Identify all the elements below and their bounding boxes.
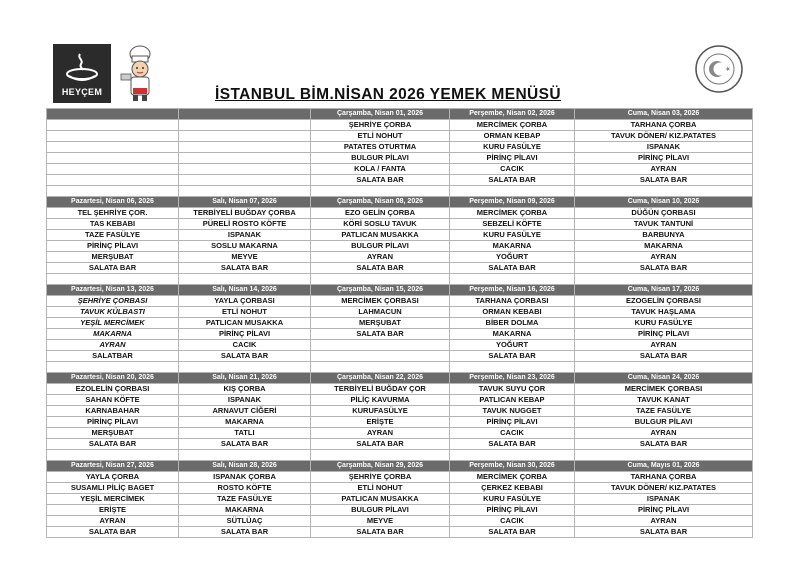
menu-item: TAVUK SUYU ÇOR	[450, 384, 575, 395]
menu-item	[179, 164, 311, 175]
menu-item: TAVUK NUGGET	[450, 406, 575, 417]
menu-row	[47, 494, 753, 505]
menu-item: SALATA BAR	[311, 527, 450, 538]
menu-row	[47, 384, 753, 395]
menu-item: KÖRİ SOSLU TAVUK	[311, 219, 450, 230]
menu-item: YOĞURT	[450, 340, 575, 351]
menu-item	[47, 142, 179, 153]
menu-item: MAKARNA	[47, 329, 179, 340]
week-header-row	[47, 373, 753, 384]
menu-item: PATLICAN MUSAKKA	[311, 230, 450, 241]
menu-item: YOĞURT	[450, 252, 575, 263]
day-header: Perşembe, Nisan 30, 2026	[450, 461, 575, 472]
menu-item: ORMAN KEBABI	[450, 307, 575, 318]
menu-item: SAHAN KÖFTE	[47, 395, 179, 406]
empty-cell	[450, 186, 575, 197]
menu-item: PİRİNÇ PİLAVI	[575, 329, 753, 340]
menu-item: ISPANAK	[179, 230, 311, 241]
menu-item: EZO GELİN ÇORBA	[311, 208, 450, 219]
menu-item: MEYVE	[311, 516, 450, 527]
day-header: Salı, Nisan 07, 2026	[179, 197, 311, 208]
menu-item: MERCİMEK ÇORBA	[450, 208, 575, 219]
menu-item: ŞEHRİYE ÇORBA	[311, 472, 450, 483]
menu-item	[47, 164, 179, 175]
day-header: Çarşamba, Nisan 22, 2026	[311, 373, 450, 384]
menu-item: SALATA BAR	[47, 439, 179, 450]
menu-item: KURU FASÜLYE	[450, 494, 575, 505]
menu-item: ISPANAK	[575, 494, 753, 505]
menu-item: MERCİMEK ÇORBA	[450, 120, 575, 131]
menu-item: MAKARNA	[575, 241, 753, 252]
menu-item: SÜTLÜAÇ	[179, 516, 311, 527]
menu-item: LAHMACUN	[311, 307, 450, 318]
menu-item	[311, 340, 450, 351]
empty-cell	[575, 362, 753, 373]
menu-item: SUSAMLI PİLİÇ BAGET	[47, 483, 179, 494]
menu-item: ÇERKEZ KEBABI	[450, 483, 575, 494]
spacer-row	[47, 362, 753, 373]
menu-row	[47, 219, 753, 230]
menu-item: TERBİYELİ BUĞDAY ÇORBA	[179, 208, 311, 219]
menu-item: BİBER DOLMA	[450, 318, 575, 329]
menu-item: EZOGELİN ÇORBASI	[575, 296, 753, 307]
menu-item	[179, 175, 311, 186]
menu-table	[46, 108, 753, 538]
menu-item: BULGUR PİLAVI	[311, 153, 450, 164]
day-header: Çarşamba, Nisan 15, 2026	[311, 285, 450, 296]
menu-row	[47, 428, 753, 439]
menu-row	[47, 208, 753, 219]
menu-item: SALATA BAR	[450, 527, 575, 538]
menu-item: AYRAN	[575, 252, 753, 263]
menu-item: PİRİNÇ PİLAVI	[47, 417, 179, 428]
day-header: Perşembe, Nisan 02, 2026	[450, 109, 575, 120]
menu-row	[47, 340, 753, 351]
menu-item: ETLİ NOHUT	[311, 131, 450, 142]
menu-item: SALATA BAR	[575, 263, 753, 274]
empty-cell	[575, 450, 753, 461]
menu-item: PİRİNÇ PİLAVI	[575, 153, 753, 164]
menu-item: PATLICAN KEBAP	[450, 395, 575, 406]
menu-item: ERİŞTE	[47, 505, 179, 516]
menu-item: ERİŞTE	[311, 417, 450, 428]
menu-item: AYRAN	[311, 252, 450, 263]
menu-item: MAKARNA	[179, 417, 311, 428]
menu-item: DÜĞÜN ÇORBASI	[575, 208, 753, 219]
menu-item: KARNABAHAR	[47, 406, 179, 417]
menu-item: TAVUK KÜLBASTI	[47, 307, 179, 318]
day-header: Perşembe, Nisan 23, 2026	[450, 373, 575, 384]
menu-item: TATLI	[179, 428, 311, 439]
menu-item: TAZE FASÜLYE	[47, 230, 179, 241]
menu-item	[179, 131, 311, 142]
menu-item: TAVUK DÖNER/ KIZ.PATATES	[575, 131, 753, 142]
menu-item: ŞEHRİYE ÇORBA	[311, 120, 450, 131]
week-header-row	[47, 197, 753, 208]
menu-item: YAYLA ÇORBA	[47, 472, 179, 483]
day-header: Cuma, Nisan 10, 2026	[575, 197, 753, 208]
day-header: Cuma, Mayıs 01, 2026	[575, 461, 753, 472]
menu-item: BULGUR PİLAVI	[575, 417, 753, 428]
menu-item	[179, 153, 311, 164]
day-header: Perşembe, Nisan 16, 2026	[450, 285, 575, 296]
empty-cell	[450, 362, 575, 373]
menu-item: SALATA BAR	[47, 527, 179, 538]
menu-row	[47, 164, 753, 175]
menu-row	[47, 263, 753, 274]
empty-cell	[179, 362, 311, 373]
empty-cell	[311, 274, 450, 285]
menu-item: MAKARNA	[450, 329, 575, 340]
heycem-logo	[53, 44, 111, 103]
spacer-row	[47, 186, 753, 197]
menu-item: SALATA BAR	[575, 175, 753, 186]
menu-item: AYRAN	[575, 428, 753, 439]
menu-item: TAVUK TANTUNİ	[575, 219, 753, 230]
menu-item	[47, 153, 179, 164]
menu-item: ROSTO KÖFTE	[179, 483, 311, 494]
menu-item: CACIK	[450, 164, 575, 175]
menu-row	[47, 120, 753, 131]
menu-item: SALATA BAR	[179, 351, 311, 362]
day-header: Pazartesi, Nisan 27, 2026	[47, 461, 179, 472]
menu-item: KURUFASÜLYE	[311, 406, 450, 417]
menu-item: AYRAN	[47, 340, 179, 351]
empty-cell	[47, 274, 179, 285]
menu-item: PİRİNÇ PİLAVI	[47, 241, 179, 252]
menu-item: CACIK	[450, 428, 575, 439]
empty-cell	[179, 450, 311, 461]
menu-item: TARHANA ÇORBA	[575, 472, 753, 483]
menu-item: PİRİNÇ PİLAVI	[179, 329, 311, 340]
menu-item: ISPANAK ÇORBA	[179, 472, 311, 483]
menu-item: TARHANA ÇORBA	[575, 120, 753, 131]
menu-item: TERBİYELİ BUĞDAY ÇOR	[311, 384, 450, 395]
menu-row	[47, 296, 753, 307]
menu-item: MAKARNA	[179, 505, 311, 516]
menu-item: EZOLELİN ÇORBASI	[47, 384, 179, 395]
menu-item	[179, 142, 311, 153]
day-header: Salı, Nisan 28, 2026	[179, 461, 311, 472]
menu-item: PÜRELİ ROSTO KÖFTE	[179, 219, 311, 230]
day-header	[47, 109, 179, 120]
menu-row	[47, 483, 753, 494]
empty-cell	[179, 274, 311, 285]
menu-row	[47, 175, 753, 186]
empty-cell	[575, 274, 753, 285]
menu-row	[47, 417, 753, 428]
menu-item: AYRAN	[575, 340, 753, 351]
day-header: Pazartesi, Nisan 06, 2026	[47, 197, 179, 208]
menu-item	[179, 120, 311, 131]
menu-item: BULGUR PİLAVI	[311, 505, 450, 516]
menu-item: YAYLA ÇORBASI	[179, 296, 311, 307]
menu-item: SALATA BAR	[450, 263, 575, 274]
empty-cell	[450, 274, 575, 285]
menu-item: YEŞİL MERCİMEK	[47, 494, 179, 505]
menu-item	[47, 131, 179, 142]
menu-row	[47, 516, 753, 527]
menu-item: BULGUR PİLAVI	[311, 241, 450, 252]
menu-item: TAZE FASÜLYE	[575, 406, 753, 417]
empty-cell	[47, 186, 179, 197]
menu-item: MAKARNA	[450, 241, 575, 252]
menu-item	[311, 351, 450, 362]
menu-item: MERCİMEK ÇORBASI	[311, 296, 450, 307]
empty-cell	[311, 362, 450, 373]
menu-item: TAVUK KANAT	[575, 395, 753, 406]
day-header: Çarşamba, Nisan 29, 2026	[311, 461, 450, 472]
menu-item: PATLICAN MUSAKKA	[179, 318, 311, 329]
menu-item: PİRİNÇ PİLAVI	[450, 417, 575, 428]
menu-item: TAVUK DÖNER/ KIZ.PATATES	[575, 483, 753, 494]
menu-item: SALATA BAR	[575, 527, 753, 538]
empty-cell	[311, 186, 450, 197]
menu-item: AYRAN	[47, 516, 179, 527]
menu-item: MEYVE	[179, 252, 311, 263]
menu-item: SALATA BAR	[575, 351, 753, 362]
menu-item: SALATA BAR	[450, 175, 575, 186]
menu-item: TAZE FASÜLYE	[179, 494, 311, 505]
spacer-row	[47, 274, 753, 285]
menu-item: ORMAN KEBAP	[450, 131, 575, 142]
menu-row	[47, 472, 753, 483]
page-title: İSTANBUL BİM.NİSAN 2026 YEMEK MENÜSÜ	[215, 86, 561, 103]
week-header-row	[47, 109, 753, 120]
menu-row	[47, 252, 753, 263]
spacer-row	[47, 450, 753, 461]
day-header: Çarşamba, Nisan 08, 2026	[311, 197, 450, 208]
menu-item: SEBZELİ KÖFTE	[450, 219, 575, 230]
menu-item: PATLICAN MUSAKKA	[311, 494, 450, 505]
menu-item: ISPANAK	[179, 395, 311, 406]
menu-item: BARBUNYA	[575, 230, 753, 241]
menu-row	[47, 395, 753, 406]
menu-item: SALATA BAR	[450, 351, 575, 362]
menu-item: TEL ŞEHRİYE ÇOR.	[47, 208, 179, 219]
menu-item: CACIK	[450, 516, 575, 527]
menu-item: MERCİMEK ÇORBA	[450, 472, 575, 483]
menu-item: MERŞUBAT	[47, 428, 179, 439]
menu-item: AYRAN	[311, 428, 450, 439]
menu-item: MERCİMEK ÇORBASI	[575, 384, 753, 395]
menu-row	[47, 142, 753, 153]
week-header-row	[47, 285, 753, 296]
menu-row	[47, 241, 753, 252]
menu-item: SALATA BAR	[311, 329, 450, 340]
menu-item	[47, 175, 179, 186]
empty-cell	[47, 450, 179, 461]
menu-item: MERŞUBAT	[311, 318, 450, 329]
empty-cell	[575, 186, 753, 197]
menu-item: SALATA BAR	[47, 263, 179, 274]
day-header: Pazartesi, Nisan 13, 2026	[47, 285, 179, 296]
empty-cell	[311, 450, 450, 461]
menu-item: AYRAN	[575, 164, 753, 175]
menu-item: CACIK	[179, 340, 311, 351]
menu-item: KURU FASÜLYE	[450, 230, 575, 241]
logo-text: HEYÇEM	[61, 87, 103, 97]
menu-item: SALATA BAR	[450, 439, 575, 450]
menu-item: ETLİ NOHUT	[311, 483, 450, 494]
pot-steam-icon	[63, 52, 101, 82]
menu-item: SALATA BAR	[575, 439, 753, 450]
menu-item: YEŞİL MERCİMEK	[47, 318, 179, 329]
menu-item: PİLİÇ KAVURMA	[311, 395, 450, 406]
menu-item: KOLA / FANTA	[311, 164, 450, 175]
menu-row	[47, 351, 753, 362]
menu-row	[47, 318, 753, 329]
menu-item: ŞEHRİYE ÇORBASI	[47, 296, 179, 307]
menu-item: TAS KEBABI	[47, 219, 179, 230]
menu-item: SALATA BAR	[311, 439, 450, 450]
menu-item: SALATA BAR	[179, 439, 311, 450]
menu-row	[47, 131, 753, 142]
menu-row	[47, 230, 753, 241]
week-header-row	[47, 461, 753, 472]
menu-item: AYRAN	[575, 516, 753, 527]
menu-item: SALATA BAR	[311, 263, 450, 274]
menu-item: PİRİNÇ PİLAVI	[575, 505, 753, 516]
menu-row	[47, 505, 753, 516]
menu-item: PİRİNÇ PİLAVI	[450, 153, 575, 164]
menu-item: KURU FASÜLYE	[450, 142, 575, 153]
day-header: Salı, Nisan 14, 2026	[179, 285, 311, 296]
menu-item	[47, 120, 179, 131]
day-header: Salı, Nisan 21, 2026	[179, 373, 311, 384]
menu-item: SOSLU MAKARNA	[179, 241, 311, 252]
day-header: Cuma, Nisan 17, 2026	[575, 285, 753, 296]
menu-item: MERŞUBAT	[47, 252, 179, 263]
empty-cell	[450, 450, 575, 461]
menu-item: ISPANAK	[575, 142, 753, 153]
menu-row	[47, 307, 753, 318]
menu-item: TAVUK HAŞLAMA	[575, 307, 753, 318]
chef-mascot-icon	[118, 44, 158, 104]
menu-row	[47, 527, 753, 538]
menu-row	[47, 406, 753, 417]
menu-item: SALATA BAR	[179, 527, 311, 538]
menu-item: TARHANA ÇORBASI	[450, 296, 575, 307]
menu-item: PİRİNÇ PİLAVI	[450, 505, 575, 516]
empty-cell	[179, 186, 311, 197]
menu-item: PATATES OTURTMA	[311, 142, 450, 153]
menu-row	[47, 329, 753, 340]
day-header	[179, 109, 311, 120]
menu-item: ETLİ NOHUT	[179, 307, 311, 318]
day-header: Perşembe, Nisan 09, 2026	[450, 197, 575, 208]
day-header: Pazartesi, Nisan 20, 2026	[47, 373, 179, 384]
day-header: Cuma, Nisan 03, 2026	[575, 109, 753, 120]
day-header: Cuma, Nisan 24, 2026	[575, 373, 753, 384]
menu-item: SALATA BAR	[311, 175, 450, 186]
menu-row	[47, 153, 753, 164]
empty-cell	[47, 362, 179, 373]
menu-row	[47, 439, 753, 450]
court-seal-icon	[694, 44, 744, 94]
menu-item: SALATBAR	[47, 351, 179, 362]
menu-item: SALATA BAR	[179, 263, 311, 274]
menu-item: KURU FASÜLYE	[575, 318, 753, 329]
menu-item: ARNAVUT CİĞERİ	[179, 406, 311, 417]
day-header: Çarşamba, Nisan 01, 2026	[311, 109, 450, 120]
menu-item: KIŞ ÇORBA	[179, 384, 311, 395]
